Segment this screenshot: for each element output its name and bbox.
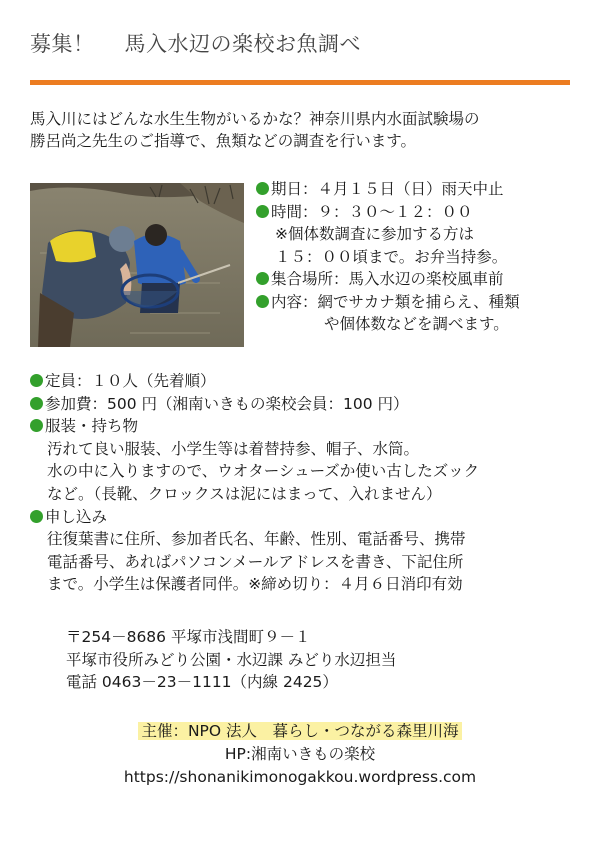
title-prefix: 募集！	[30, 32, 95, 56]
fee-text: 参加費：500 円（湘南いきもの楽校会員：100 円）	[45, 394, 409, 413]
capacity-text: 定員：１０人（先着順）	[45, 372, 216, 390]
capacity-line	[30, 370, 585, 393]
time-line	[256, 201, 586, 224]
department: 平塚市役所みどり公園・水辺課 みどり水辺担当	[66, 650, 397, 669]
title-main: 馬入水辺の楽校お魚調べ	[124, 32, 361, 56]
clothing-text: 水の中に入りますので、ウオターシューズか使い古したズック	[47, 462, 480, 481]
title-divider	[30, 80, 570, 85]
time-text: 時間：９：３０〜１２：００	[271, 202, 473, 221]
bullet-icon	[30, 397, 43, 410]
intro-line: 勝呂尚之先生のご指導で、魚類などの調査を行います。	[30, 132, 416, 150]
content-line	[256, 291, 586, 314]
bullet-icon	[30, 510, 43, 523]
bullet-icon	[30, 374, 43, 387]
date-text: 期日：４月１５日（日）雨天中止	[271, 180, 504, 198]
apply-text: 電話番号、あればパソコンメールアドレスを書き、下記住所	[47, 552, 464, 571]
bullet-icon	[256, 272, 269, 285]
apply-text: 往復葉書に住所、参加者氏名、年齢、性別、電話番号、携帯	[47, 530, 466, 549]
bullet-icon	[256, 205, 269, 218]
phone: 電話 0463－23－1111（内線 2425）	[66, 673, 338, 692]
clothing-text: 汚れて良い服装、小学生等は着替持参、帽子、水筒。	[47, 439, 420, 458]
page-title	[30, 28, 361, 58]
homepage-url[interactable]: https://shonanikimonogakkou.wordpress.com	[123, 768, 477, 786]
content-text: 内容：網でサカナ類を捕らえ、種類	[271, 292, 520, 311]
organizer: 主催：NPO 法人 暮らし・つながる森里川海	[138, 722, 461, 740]
event-details	[256, 178, 586, 336]
bullet-icon	[256, 295, 269, 308]
clothing-text: など。（長靴、クロックスは泥にはまって、入れません）	[47, 484, 442, 503]
event-info	[30, 370, 585, 596]
time-note: １５：００頃まで。お弁当持参。	[275, 247, 508, 266]
homepage-label: HP:湘南いきもの楽校	[224, 745, 376, 763]
postal-address: 〒254－8686 平塚市浅間町９－１	[66, 628, 311, 646]
river-survey-photo	[30, 183, 244, 347]
fee-line	[30, 393, 585, 416]
bullet-icon	[30, 419, 43, 432]
intro-text	[30, 108, 575, 152]
place-text: 集合場所：馬入水辺の楽校風車前	[271, 270, 504, 288]
date-line	[256, 178, 586, 201]
content-continued: や個体数などを調べます。	[324, 315, 509, 333]
footer	[0, 720, 600, 789]
time-note: ※個体数調査に参加する方は	[275, 225, 474, 243]
apply-text: まで。小学生は保護者同伴。※締め切り：４月６日消印有効	[47, 575, 463, 594]
clothing-heading	[30, 415, 585, 438]
bullet-icon	[256, 182, 269, 195]
contact-address	[66, 626, 396, 694]
place-line	[256, 268, 586, 291]
apply-heading	[30, 506, 585, 529]
apply-label: 申し込み	[45, 507, 108, 526]
intro-line: 馬入川にはどんな水生生物がいるかな？神奈川県内水面試験場の	[30, 110, 480, 128]
clothing-label: 服装・持ち物	[45, 417, 139, 436]
